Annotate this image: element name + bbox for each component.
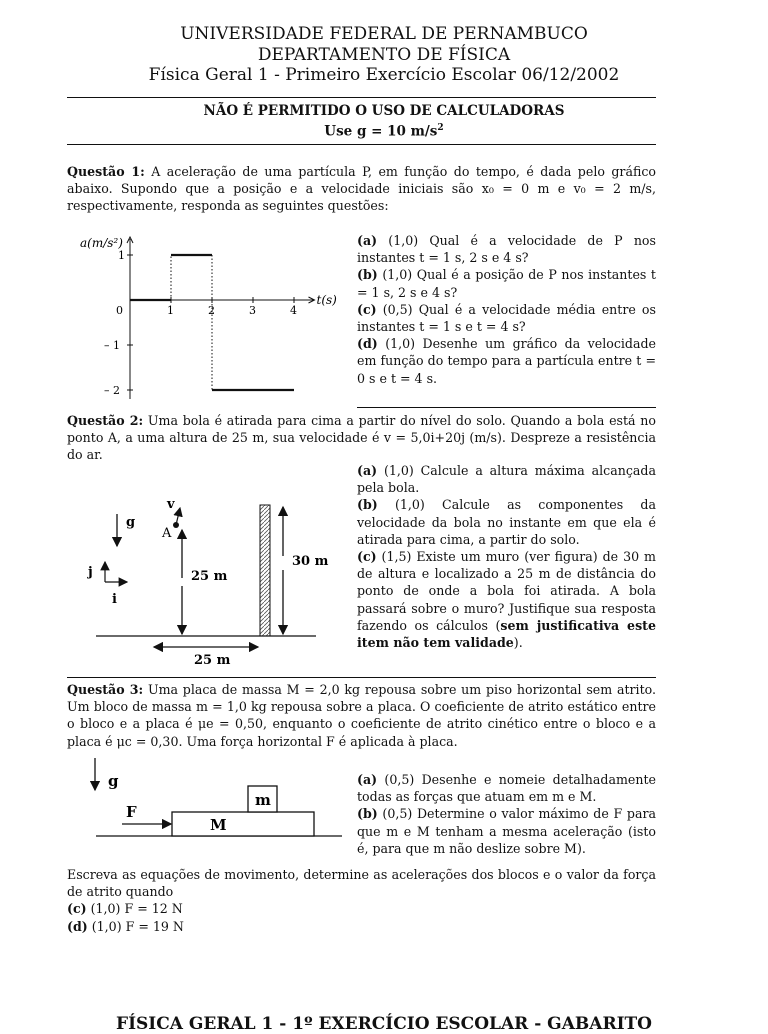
top-rule: [67, 97, 656, 98]
y-tick-label: – 2: [104, 384, 120, 397]
force-label: F: [126, 803, 137, 821]
q3-item-b: (b) (0,5) Determine o valor máximo de F para que m e M tenham a mesma aceleração (isto é, para que m não deslize sobre M).: [357, 806, 656, 856]
q1-item-d: (d) (1,0) Desenhe um gráfico da velocidade em função do tempo para a partícula entre t = 0 s e t = 4 s.: [357, 336, 656, 386]
q2-item-a: (a) (1,0) Calcule a altura máxima alcançada pela bola.: [357, 463, 656, 496]
q2-item-b: (b) (1,0) Calcule as componentes da velocidade da bola no instante em que ela é atirada para cima, a partir do solo.: [357, 497, 656, 547]
x-tick-label: 4: [290, 304, 297, 317]
question-3-items: [357, 771, 656, 857]
y-axis-label: a(m/s²): [80, 236, 123, 250]
q3-item-a: (a) (0,5) Desenhe e nomeie detalhadamente todas as forças que atuam em m e M.: [357, 772, 656, 805]
gravity-notice: Use g = 10 $m/s^2$: [324, 123, 444, 140]
question-1-items: [357, 232, 656, 387]
velocity-label: v: [167, 497, 175, 512]
unit-j-label: j: [88, 565, 93, 580]
q3-case-c: (c) (1,0) F = 12 N: [67, 901, 183, 917]
height-25-label: 25 m: [191, 569, 228, 584]
point-a-label: A: [162, 526, 172, 541]
projectile-figure: [80, 490, 330, 670]
question-3-text: [67, 681, 656, 750]
q1-item-b: (b) (1,0) Qual é a posição de P nos instantes t = 1 s, 2 s e 4 s?: [357, 267, 656, 300]
question-2-label: Questão 2:: [67, 413, 144, 428]
acceleration-chart: [70, 228, 350, 408]
question-1-body: A aceleração de uma partícula P, em função do tempo, é dada pelo gráfico abaixo. Supondo que a posição e a velocidade iniciais são x₀ = 0 m e v₀ = 2 m/s, respectivamente, responda as seguintes questões:: [67, 164, 656, 214]
x-tick-label: 3: [249, 304, 256, 317]
wall: [260, 505, 270, 636]
x-axis-label: t(s): [316, 293, 337, 307]
question-3-body: Uma placa de massa M = 2,0 kg repousa sobre um piso horizontal sem atrito. Um bloco de massa m = 1,0 kg repousa sobre a placa. O coeficiente de atrito estático entre o bloco e a placa é μe = 0,50, enquanto o coeficiente de atrito cinético entre o bloco e a placa é μc = 0,30. Uma força horizontal F é aplicada à placa.: [67, 682, 656, 749]
question-2-text: [67, 412, 656, 464]
q1-item-c: (c) (0,5) Qual é a velocidade média entre os instantes t = 1 s e t = 4 s?: [357, 301, 656, 335]
block-m-label: m: [255, 791, 271, 809]
x-tick-label: 1: [167, 304, 174, 317]
q2-item-c: (c) (1,5) Existe um muro (ver figura) de 30 m de altura e localizado a 25 m de distância do ponto de onde a bola foi atirada. A bola passará sobre o muro? Justifique sua resposta fazendo os cálculos (sem justificativa este item não tem validade).: [357, 549, 656, 651]
q2-divider: [67, 677, 656, 678]
university-title: UNIVERSIDADE FEDERAL DE PERNAMBUCO: [180, 24, 588, 44]
q3-case-d: (d) (1,0) F = 19 N: [67, 918, 184, 934]
calculator-notice: NÃO É PERMITIDO O USO DE CALCULADORAS: [203, 103, 565, 119]
q1-divider: [357, 407, 656, 408]
gravity-label-2: g: [108, 772, 119, 790]
q1-item-a: (a) (1,0) Qual é a velocidade de P nos instantes t = 1 s, 2 s e 4 s?: [357, 233, 656, 266]
question-2-body: Uma bola é atirada para cima a partir do nível do solo. Quando a bola está no ponto A, a uma altura de 25 m, sua velocidade é v = 5,0i+20j (m/s). Despreze a resistência do ar.: [67, 413, 656, 463]
y-tick-label: – 1: [104, 339, 120, 352]
gravity-label: g: [126, 515, 136, 530]
x-tick-label: 2: [208, 304, 215, 317]
next-page-title-partial: FÍSICA GERAL 1 - 1º EXERCÍCIO ESCOLAR - GABARITO: [116, 1014, 652, 1034]
x-tick-label: 0: [116, 304, 123, 317]
q3-after-text: Escreva as equações de movimento, determine as acelerações dos blocos e o valor da força de atrito quando: [67, 867, 656, 900]
plate-M: [172, 812, 314, 836]
question-2-items: [357, 462, 656, 651]
blocks-figure: [80, 756, 350, 846]
question-3-label: Questão 3:: [67, 682, 144, 697]
question-1-label: Questão 1:: [67, 164, 145, 179]
y-tick-label: 1: [118, 249, 125, 262]
question-3-after: [67, 866, 656, 935]
distance-25-label: 25 m: [194, 653, 231, 668]
height-30-label: 30 m: [292, 554, 329, 569]
velocity-arrow: [176, 508, 180, 525]
second-rule: [67, 144, 656, 145]
question-1-text: [67, 163, 656, 215]
plate-M-label: M: [210, 816, 227, 834]
course-title: Física Geral 1 - Primeiro Exercício Escolar 06/12/2002: [148, 65, 620, 85]
department-title: DEPARTAMENTO DE FÍSICA: [257, 45, 511, 65]
unit-i-label: i: [112, 592, 117, 607]
